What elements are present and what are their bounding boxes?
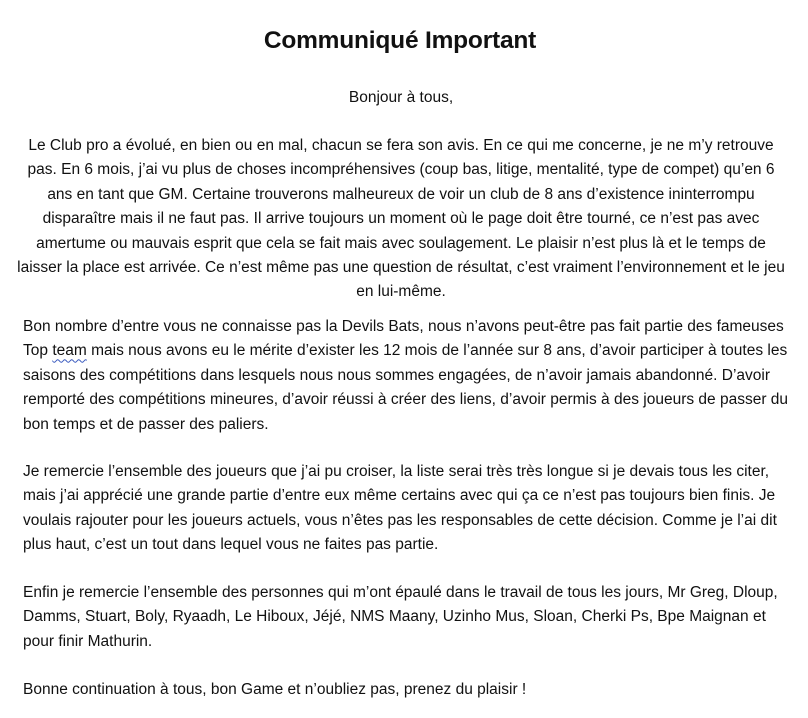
paragraph-devils-bats-part1: Bon nombre d’entre vous ne connaisse pas la Devils Bats, nous n’avons peut-être pas fait partie des fameuses Top: [23, 318, 784, 360]
spellcheck-flagged-word: team: [52, 342, 87, 360]
paragraph-thanks-staff: Enfin je remercie l’ensemble des personnes qui m’ont épaulé dans le travail de tous les jours, Mr Greg, Dloup, Damms, Stuart, Boly, Ryaadh, Le Hiboux, Jéjé, NMS Maany, Uzinho Mus, Sloan, Cherki Ps, Bpe Maignan et pour finir Mathurin.: [23, 584, 778, 650]
paragraph-devils-bats-part2: mais nous avons eu le mérite d’exister les 12 mois de l’année sur 8 ans, d’avoir participer à toutes les saisons des compétitions dans lesquels nous nous sommes engagées, de n’avoir jamais abandonné. D’avoir remporté des compétitions mineures, d’avoir réussi à créer des liens, d’avoir permis à des joueurs de passer du bon temps et de passer des paliers.: [23, 342, 789, 433]
paragraph-devils-bats: [23, 315, 793, 437]
greeting-line: Bonjour à tous,: [348, 89, 454, 106]
intro-paragraph: Le Club pro a évolué, en bien ou en mal, chacun se fera son avis. En ce qui me concerne, je ne m’y retrouve pas. En 6 mois, j’ai vu plus de choses incompréhensives (coup bas, litige, mentalité, type de compet) qu’en 6 ans en tant que GM. Certaine trouverons malheureux de voir un club de 8 ans d’existence ininterrompu disparaître mais il ne faut pas. Il arrive toujours un moment où le page doit être tourné, ce n’est pas avec amertume ou mauvais esprit que cela se fait mais avec soulagement. Le plaisir n’est plus là et le temps de laisser la place est arrivée. Ce n’est même pas une question de résultat, c’est vraiment l’environnement et le jeu en lui-même.: [17, 137, 785, 301]
paragraph-thanks-players: Je remercie l’ensemble des joueurs que j’ai pu croiser, la liste serai très très longue si je devais tous les citer, mais j’ai apprécié une grande partie d’entre eux même certains avec qui ça ce n’est pas toujours bien finis. Je voulais rajouter pour les joueurs actuels, vous n’êtes pas les responsables de cette décision. Comme je l’ai dit plus haut, c’est un tout dans lequel vous ne faites pas partie.: [23, 463, 777, 554]
closing-line: Bonne continuation à tous, bon Game et n’oubliez pas, prenez du plaisir !: [23, 681, 527, 698]
document-title: Communiqué Important: [263, 27, 537, 54]
